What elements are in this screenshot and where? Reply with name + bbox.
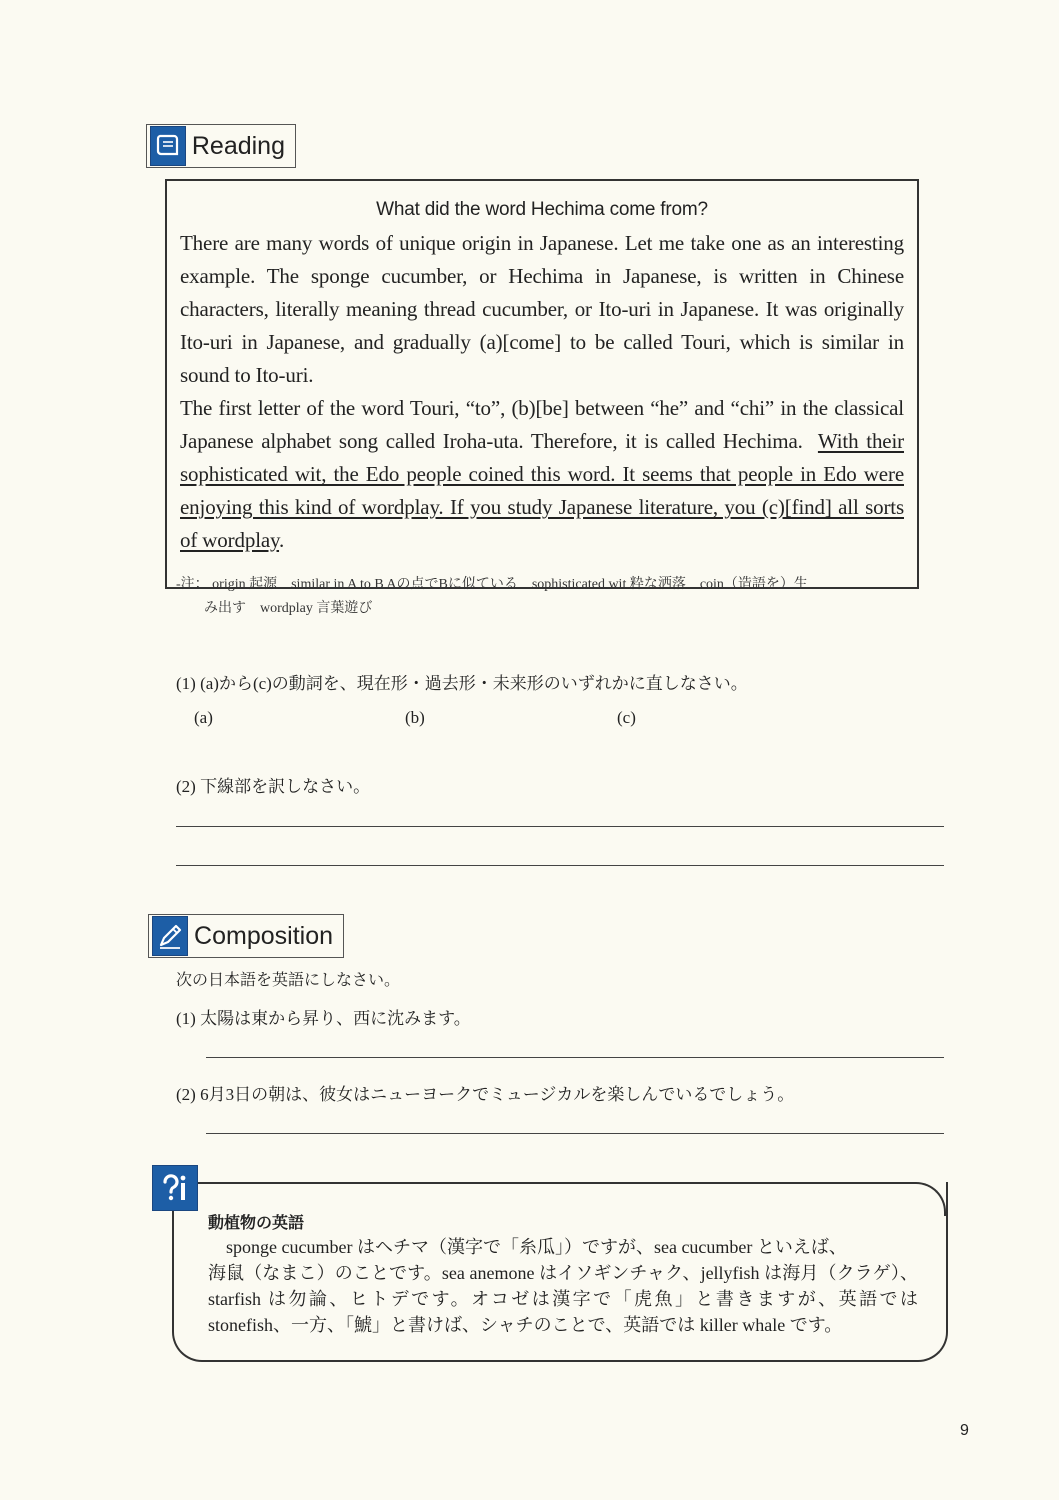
answer-line[interactable] (176, 826, 944, 827)
vocabulary-note (176, 573, 906, 621)
composition-instruction: 次の日本語を英語にしなさい。 (176, 972, 401, 989)
vocabulary-note-line-2: み出す wordplay 言葉遊び (204, 601, 373, 616)
reading-question-1: (1) (a)から(c)の動詞を、現在形・過去形・未来形のいずれかに直しなさい。 (176, 674, 748, 693)
reading-paragraph-2 (180, 392, 904, 557)
answer-line[interactable] (206, 1057, 944, 1058)
reading-paragraph-2-end: . (279, 528, 285, 552)
tip-body-first-line: sponge cucumber はヘチマ（漢字で「糸瓜」）ですが、sea cucumber といえば、 (226, 1237, 847, 1257)
question-info-icon (152, 1165, 198, 1211)
page-number: 9 (960, 1422, 969, 1439)
tip-title: 動植物の英語 (208, 1215, 305, 1232)
scroll-book-icon (150, 126, 186, 166)
composition-section-tag (148, 914, 344, 958)
reading-title: What did the word Hechima come from? (376, 199, 708, 220)
vocabulary-note-line-1: -注： origin 起源 similar in A to B Aの点でBに似ている sophisticated wit 粋な洒落 coin（造語を）生 (176, 577, 808, 592)
answer-slot-a[interactable]: (a) (194, 708, 213, 727)
composition-question-2: (2) 6月3日の朝は、彼女はニューヨークでミュージカルを楽しんでいるでしょう。 (176, 1085, 795, 1104)
reading-paragraph-1: There are many words of unique origin in Japanese. Let me take one as an interesting example. The sponge cucumber, or Hechima in Japanese, is written in Chinese characters, literally meaning thread cucumber, or Ito-uri in Japanese. It was originally Ito-uri in Japanese, and gradually (a)[come] to be called Touri, which is similar in sound to Ito-uri. (180, 231, 904, 387)
pencil-note-icon (152, 916, 188, 956)
tip-body (208, 1234, 918, 1338)
tip-box-top-border (198, 1182, 914, 1184)
reading-label: Reading (191, 131, 285, 160)
answer-slot-b[interactable]: (b) (405, 708, 425, 727)
answer-slot-c[interactable]: (c) (617, 708, 636, 727)
composition-label: Composition (194, 921, 333, 950)
reading-question-2: (2) 下線部を訳しなさい。 (176, 777, 371, 796)
reading-passage-box (165, 179, 919, 589)
reading-paragraph-2-text: The first letter of the word Touri, “to”, (b)[be] between “he” and “chi” in the classical Japanese alphabet song called Iroha-uta. Therefore, it is called Hechima. (180, 396, 904, 453)
underlined-passage: With their sophisticated wit, the Edo people coined this word. It seems that people in Edo were enjoying this kind of wordplay. If you study Japanese literature, you (c)[find] all sorts of wordplay (180, 429, 904, 552)
composition-question-1: (1) 太陽は東から昇り、西に沈みます。 (176, 1009, 471, 1028)
reading-section-tag (146, 124, 296, 168)
answer-line[interactable] (176, 865, 944, 866)
answer-line[interactable] (206, 1133, 944, 1134)
tip-body-rest: 海鼠（なまこ）のことです。sea anemone はイソギンチャク、jellyfish は海月（クラゲ）、starfish は勿論、ヒトデです。オコゼは漢字で「虎魚」と書きますが、英語では stonefish、一方、「鯱」と書けば、シャチのことで、英語では killer whale です。 (208, 1263, 918, 1335)
